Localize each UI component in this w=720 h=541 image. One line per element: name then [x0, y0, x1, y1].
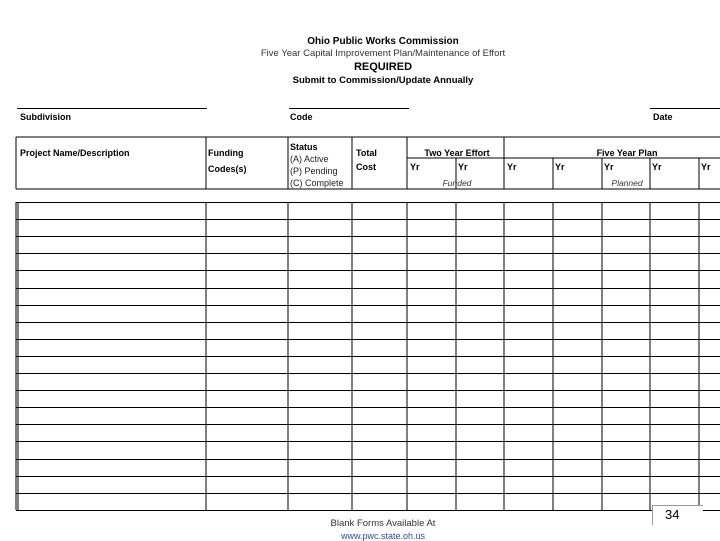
cost-header: Cost	[356, 162, 376, 172]
year-label-1: Yr	[410, 162, 420, 172]
year-label-6: Yr	[652, 162, 662, 172]
funding-header: Funding	[208, 148, 244, 158]
project-header: Project Name/Description	[20, 148, 130, 158]
total-header: Total	[356, 148, 377, 158]
year-label-3: Yr	[507, 162, 517, 172]
code-label: Code	[290, 112, 313, 122]
funded-label: Funded	[442, 178, 472, 188]
five-year-header: Five Year Plan	[596, 148, 658, 158]
planned-label: Planned	[611, 178, 643, 188]
year-label-7: Yr	[701, 162, 711, 172]
submit-instruction: Submit to Commission/Update Annually	[292, 75, 474, 86]
date-label: Date	[653, 112, 673, 122]
year-label-5: Yr	[604, 162, 614, 172]
status-option-complete: (C) Complete	[290, 178, 344, 188]
footer-url[interactable]: www.pwc.state.oh.us	[340, 531, 426, 541]
year-label-2: Yr	[458, 162, 468, 172]
year-label-4: Yr	[555, 162, 565, 172]
form-subtitle: Five Year Capital Improvement Plan/Maintenance of Effort	[260, 48, 506, 59]
funding-codes-header: Codes(s)	[208, 164, 247, 174]
subdivision-label: Subdivision	[20, 112, 72, 122]
status-header: Status	[290, 142, 318, 152]
status-option-pending: (P) Pending	[290, 166, 338, 176]
footer-forms-text: Blank Forms Available At	[330, 518, 436, 529]
two-year-header: Two Year Effort	[424, 148, 490, 158]
required-label: REQUIRED	[353, 61, 413, 73]
form-title: Ohio Public Works Commission	[307, 36, 459, 47]
status-option-active: (A) Active	[290, 154, 329, 164]
page-number: 34	[665, 507, 680, 522]
